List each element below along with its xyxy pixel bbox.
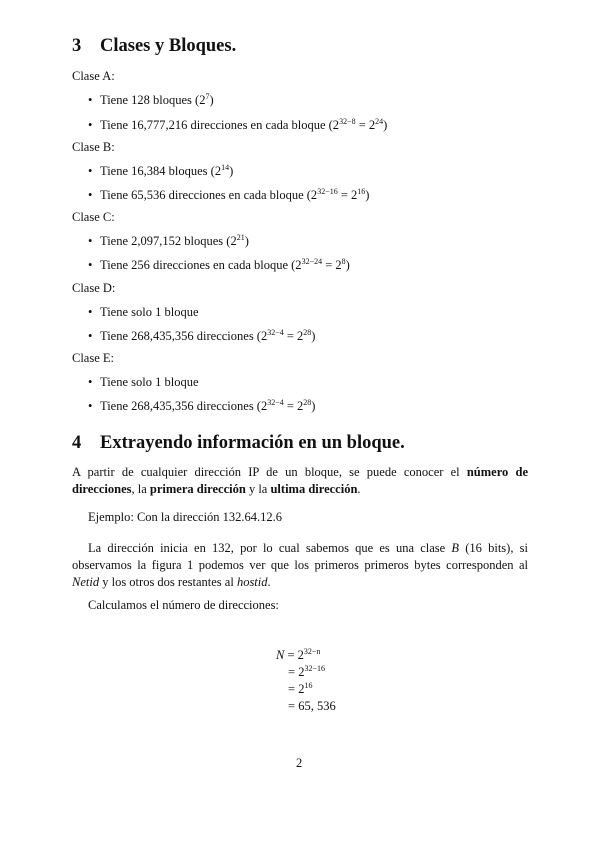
equation-line: = $2^{32-16}$ bbox=[288, 664, 325, 679]
class-label: Clase D: bbox=[72, 281, 116, 295]
section-title: Extrayendo información en un bloque. bbox=[100, 433, 405, 453]
list-item: • Tiene 128 bloques $(2^7)$ bbox=[88, 92, 214, 107]
list-item: • Tiene 268,435,356 direcciones $(2^{32-4} = 2^{28})$ bbox=[88, 398, 316, 413]
class-label: Clase B: bbox=[72, 140, 115, 154]
equation-line: = 65, 536 bbox=[288, 699, 336, 713]
list-item: • Tiene 2,097,152 bloques $(2^{21})$ bbox=[88, 233, 249, 248]
list-item: • Tiene 16,384 bloques $(2^{14})$ bbox=[88, 163, 234, 178]
bullet-icon: • bbox=[88, 399, 93, 413]
list-item: • Tiene 256 direcciones en cada bloque $(2^{32-24} = 2^8)$ bbox=[88, 257, 350, 272]
bullet-icon: • bbox=[88, 118, 93, 132]
calc-intro: Calculamos el número de direcciones: bbox=[88, 598, 279, 612]
explanation-paragraph: La dirección inicia en 132, por lo cual sabemos que es una clase B (16 bits), si observamos la figura 1 podemos ver que los primeros primeros bytes corresponden al Netid y los otros dos restantes al hostid. bbox=[72, 541, 528, 589]
list-item: • Tiene 268,435,356 direcciones $(2^{32-4} = 2^{28})$ bbox=[88, 328, 316, 343]
equation-line: $N = 2^{32-n}$ bbox=[276, 647, 321, 662]
bullet-icon: • bbox=[88, 305, 93, 319]
section-number: 4 bbox=[72, 433, 82, 453]
bullet-icon: • bbox=[88, 258, 93, 272]
class-label: Clase C: bbox=[72, 210, 115, 224]
section-4-heading bbox=[72, 433, 405, 454]
bullet-icon: • bbox=[88, 93, 93, 107]
class-label: Clase A: bbox=[72, 69, 115, 83]
section-title: Clases y Bloques. bbox=[100, 36, 237, 56]
class-label: Clase E: bbox=[72, 351, 115, 365]
list-item: • Tiene solo 1 bloque bbox=[88, 375, 199, 389]
section-number: 3 bbox=[72, 36, 82, 56]
equation-line: = $2^{16}$ bbox=[288, 681, 313, 696]
page-number: 2 bbox=[296, 756, 303, 770]
list-item: • Tiene solo 1 bloque bbox=[88, 305, 199, 319]
example-line: Ejemplo: Con la dirección 132.64.12.6 bbox=[88, 510, 283, 524]
intro-paragraph: A partir de cualquier dirección IP de un bloque, se puede conocer el número de direcciones, la primera dirección y la ultima dirección. bbox=[72, 465, 528, 496]
bullet-icon: • bbox=[88, 234, 93, 248]
equation-lhs: N bbox=[276, 648, 285, 662]
bullet-icon: • bbox=[88, 375, 93, 389]
bullet-icon: • bbox=[88, 188, 93, 202]
list-item: • Tiene 16,777,216 direcciones en cada bloque $(2^{32-8} = 2^{24})$ bbox=[88, 117, 388, 132]
list-item: • Tiene 65,536 direcciones en cada bloque $(2^{32-16} = 2^{16})$ bbox=[88, 187, 370, 202]
bullet-icon: • bbox=[88, 164, 93, 178]
section-3-heading bbox=[72, 36, 236, 57]
bullet-icon: • bbox=[88, 329, 93, 343]
